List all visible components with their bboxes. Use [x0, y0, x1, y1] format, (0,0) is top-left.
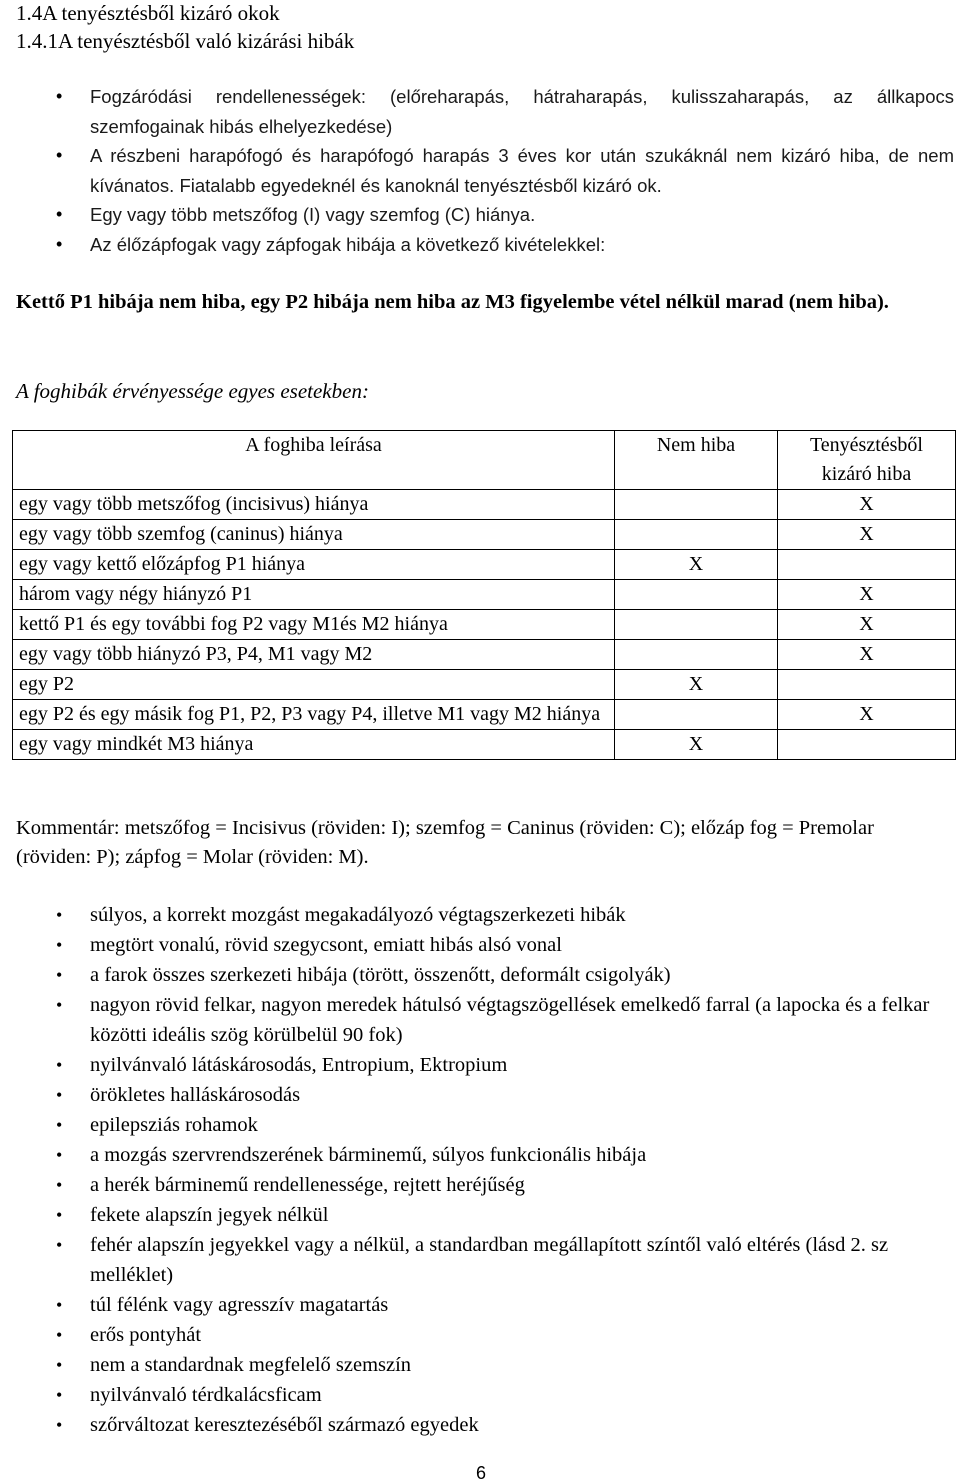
row-not-fault-mark: X: [615, 550, 778, 580]
list-item: • Az élőzápfogak vagy zápfogak hibája a következő kivételekkel:: [56, 230, 954, 260]
row-disqualifying-mark: X: [778, 640, 956, 670]
list-item: • nagyon rövid felkar, nagyon meredek hátulsó végtagszögellések emelkedő farral (a lapocka és a felkar közötti ideális szög körülbelül 90 fok): [56, 990, 954, 1050]
row-not-fault-mark: X: [615, 730, 778, 760]
table-row: [13, 640, 956, 670]
row-description: egy vagy több szemfog (caninus) hiánya: [13, 520, 615, 550]
exception-note: Kettő P1 hibája nem hiba, egy P2 hibája nem hiba az M3 figyelembe vétel nélkül marad (nem hiba).: [16, 291, 889, 313]
list-item: • Fogzáródási rendellenességek: (előreharapás, hátraharapás, kulisszaharapás, az állkapocs szemfogainak hibás elhelyezkedése): [56, 82, 954, 141]
row-disqualifying-mark: X: [778, 580, 956, 610]
page-number: 6: [476, 1463, 487, 1483]
list-item: • túl félénk vagy agresszív magatartás: [56, 1290, 954, 1320]
row-disqualifying-mark: X: [778, 490, 956, 520]
table-caption: A foghibák érvényessége egyes esetekben:: [16, 379, 369, 403]
list-item: • a mozgás szervrendszerének bárminemű, súlyos funkcionális hibája: [56, 1140, 954, 1170]
subsection-heading: 1.4.1A tenyésztésből való kizárási hibák: [16, 29, 355, 53]
row-disqualifying-mark: [778, 670, 956, 700]
list-item: • a farok összes szerkezeti hibája (törött, összenőtt, deformált csigolyák): [56, 960, 954, 990]
row-disqualifying-mark: [778, 550, 956, 580]
row-disqualifying-mark: [778, 730, 956, 760]
table-row: [13, 520, 956, 550]
column-header-not-fault: Nem hiba: [615, 431, 778, 490]
column-header-description: A foghiba leírása: [13, 431, 615, 490]
list-item: • örökletes halláskárosodás: [56, 1080, 954, 1110]
list-item: • nyilvánvaló látáskárosodás, Entropium, Ektropium: [56, 1050, 954, 1080]
list-item: • Egy vagy több metszőfog (I) vagy szemfog (C) hiánya.: [56, 200, 954, 230]
list-item: • erős pontyhát: [56, 1320, 954, 1350]
table-row: [13, 730, 956, 760]
row-not-fault-mark: [615, 490, 778, 520]
row-description: egy vagy több hiányzó P3, P4, M1 vagy M2: [13, 640, 615, 670]
row-description: három vagy négy hiányzó P1: [13, 580, 615, 610]
list-item: • epilepsziás rohamok: [56, 1110, 954, 1140]
list-item: • megtört vonalú, rövid szegycsont, emiatt hibás alsó vonal: [56, 930, 954, 960]
comment-paragraph: Kommentár: metszőfog = Incisivus (röviden: I); szemfog = Caninus (röviden: C); előzáp fog = Premolar (röviden: P); zápfog = Molar (röviden: M).: [16, 817, 874, 868]
row-description: egy vagy mindkét M3 hiánya: [13, 730, 615, 760]
row-disqualifying-mark: X: [778, 700, 956, 730]
row-disqualifying-mark: X: [778, 520, 956, 550]
list-item: • a herék bárminemű rendellenessége, rejtett heréjűség: [56, 1170, 954, 1200]
row-not-fault-mark: [615, 520, 778, 550]
section-heading: 1.4A tenyésztésből kizáró okok: [16, 1, 280, 25]
list-item: • nem a standardnak megfelelő szemszín: [56, 1350, 954, 1380]
table-row: [13, 610, 956, 640]
fault-list: [56, 82, 954, 259]
table-row: [13, 580, 956, 610]
list-item: • nyilvánvaló térdkalácsficam: [56, 1380, 954, 1410]
row-description: egy P2 és egy másik fog P1, P2, P3 vagy P4, illetve M1 vagy M2 hiánya: [13, 700, 615, 730]
list-item: • súlyos, a korrekt mozgást megakadályozó végtagszerkezeti hibák: [56, 900, 954, 930]
disqualifying-faults-list: [56, 900, 954, 1440]
table-row: [13, 670, 956, 700]
table-row: [13, 550, 956, 580]
row-disqualifying-mark: X: [778, 610, 956, 640]
row-description: egy vagy kettő előzápfog P1 hiánya: [13, 550, 615, 580]
row-not-fault-mark: [615, 700, 778, 730]
list-item: • szőrváltozat keresztezéséből származó egyedek: [56, 1410, 954, 1440]
table-row: [13, 490, 956, 520]
list-item: • fehér alapszín jegyekkel vagy a nélkül, a standardban megállapított színtől való eltérés (lásd 2. sz melléklet): [56, 1230, 954, 1290]
row-not-fault-mark: X: [615, 670, 778, 700]
column-header-disqualifying: Tenyésztésből kizáró hiba: [778, 431, 956, 490]
table-row: [13, 700, 956, 730]
row-description: egy vagy több metszőfog (incisivus) hiánya: [13, 490, 615, 520]
row-not-fault-mark: [615, 580, 778, 610]
list-item: • A részbeni harapófogó és harapófogó harapás 3 éves kor után szukáknál nem kizáró hiba, de nem kívánatos. Fiatalabb egyedeknél és kanoknál tenyésztésből kizáró ok.: [56, 141, 954, 200]
tooth-fault-table: [12, 430, 956, 760]
row-description: kettő P1 és egy további fog P2 vagy M1és M2 hiánya: [13, 610, 615, 640]
row-description: egy P2: [13, 670, 615, 700]
table-header-row: [13, 431, 956, 490]
list-item: • fekete alapszín jegyek nélkül: [56, 1200, 954, 1230]
row-not-fault-mark: [615, 640, 778, 670]
row-not-fault-mark: [615, 610, 778, 640]
